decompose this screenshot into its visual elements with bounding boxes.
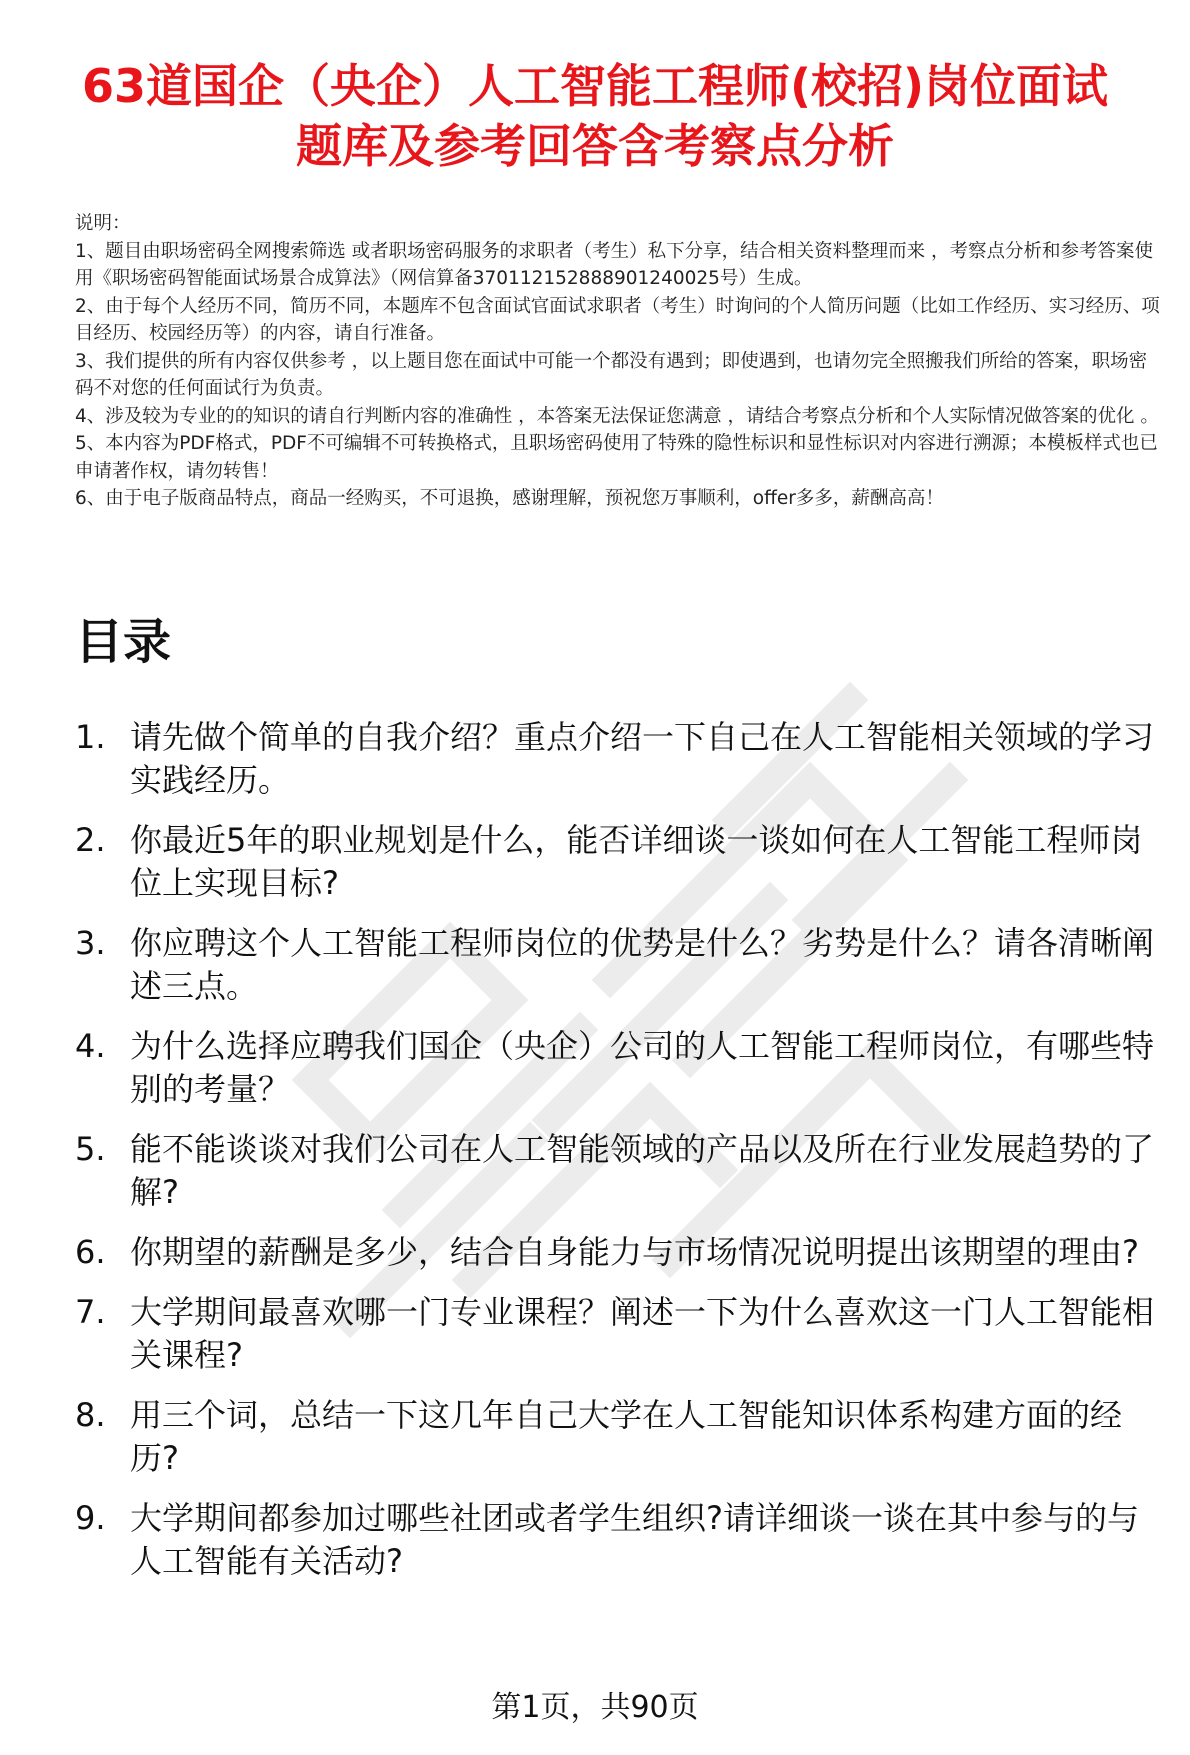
toc-item[interactable] [75, 1128, 1165, 1214]
toc-item-text: 你应聘这个人工智能工程师岗位的优势是什么？劣势是什么？请各清晰阐述三点。 [130, 924, 1155, 1005]
note-item: 6、由于电子版商品特点，商品一经购买，不可退换，感谢理解，预祝您万事顺利，offer多多，薪酬高高！ [75, 488, 944, 509]
note-item: 4、涉及较为专业的的知识的请自行判断内容的准确性 ，本答案无法保证您满意 ，请结合考察点分析和个人实际情况做答案的优化 。 [75, 405, 1159, 427]
toc-item[interactable] [75, 819, 1165, 905]
toc-item-text: 用三个词，总结一下这几年自己大学在人工智能知识体系构建方面的经历? [130, 1396, 1123, 1477]
toc-item-text: 为什么选择应聘我们国企（央企）公司的人工智能工程师岗位，有哪些特别的考量？ [130, 1027, 1155, 1108]
toc-item[interactable] [75, 922, 1165, 1008]
toc-item[interactable] [75, 1291, 1165, 1377]
toc-item-text: 你期望的薪酬是多少，结合自身能力与市场情况说明提出该期望的理由? [130, 1233, 1139, 1271]
toc-item-text: 你最近5年的职业规划是什么，能否详细谈一谈如何在人工智能工程师岗位上实现目标? [130, 821, 1143, 902]
toc-item-text: 能不能谈谈对我们公司在人工智能领域的产品以及所在行业发展趋势的了解? [130, 1130, 1155, 1211]
toc-item-number: 5. [75, 1130, 106, 1168]
notes-section [75, 210, 1165, 513]
toc-item-number: 8. [75, 1396, 106, 1434]
toc-item[interactable] [75, 1025, 1165, 1111]
page-footer: 第1页，共90页 [491, 1690, 699, 1725]
toc-item[interactable] [75, 1394, 1165, 1480]
document-title: 63道国企（央企）人工智能工程师(校招)岗位面试题库及参考回答含考察点分析 [81, 59, 1109, 173]
note-item: 5、本内容为PDF格式，PDF不可编辑不可转换格式，且职场密码使用了特殊的隐性标识和显性标识对内容进行溯源；本模板样式也已申请著作权，请勿转售！ [75, 433, 1158, 482]
toc-item[interactable] [75, 716, 1165, 802]
note-item: 1、题目由职场密码全网搜索筛选 或者职场密码服务的求职者（考生）私下分享，结合相关资料整理而来 ，考察点分析和参考答案使用《职场密码智能面试场景合成算法》（网信算备370112152888901240025号）生成。 [75, 240, 1154, 289]
notes-heading: 说明： [75, 213, 131, 234]
toc-list [75, 716, 1165, 1600]
toc-item-number: 3. [75, 924, 106, 962]
toc-item-number: 4. [75, 1027, 106, 1065]
toc-item-number: 7. [75, 1293, 106, 1331]
toc-item[interactable] [75, 1497, 1165, 1583]
note-item: 2、由于每个人经历不同，简历不同，本题库不包含面试官面试求职者（考生）时询问的个人简历问题（比如工作经历、实习经历、项目经历、校园经历等）的内容，请自行准备。 [75, 295, 1160, 344]
note-item: 3、我们提供的所有内容仅供参考 ，以上题目您在面试中可能一个都没有遇到；即使遇到，也请勿完全照搬我们所给的答案，职场密码不对您的任何面试行为负责。 [75, 350, 1148, 399]
toc-item-number: 1. [75, 718, 106, 756]
toc-item-number: 2. [75, 821, 106, 859]
toc-item-number: 9. [75, 1499, 106, 1537]
toc-heading: 目录 [75, 614, 172, 670]
toc-item-text: 大学期间最喜欢哪一门专业课程？阐述一下为什么喜欢这一门人工智能相关课程? [130, 1293, 1155, 1374]
toc-item-number: 6. [75, 1233, 106, 1271]
toc-item-text: 请先做个简单的自我介绍？重点介绍一下自己在人工智能相关领域的学习实践经历。 [130, 718, 1155, 799]
toc-item[interactable] [75, 1231, 1165, 1274]
toc-item-text: 大学期间都参加过哪些社团或者学生组织?请详细谈一谈在其中参与的与人工智能有关活动? [130, 1499, 1139, 1580]
